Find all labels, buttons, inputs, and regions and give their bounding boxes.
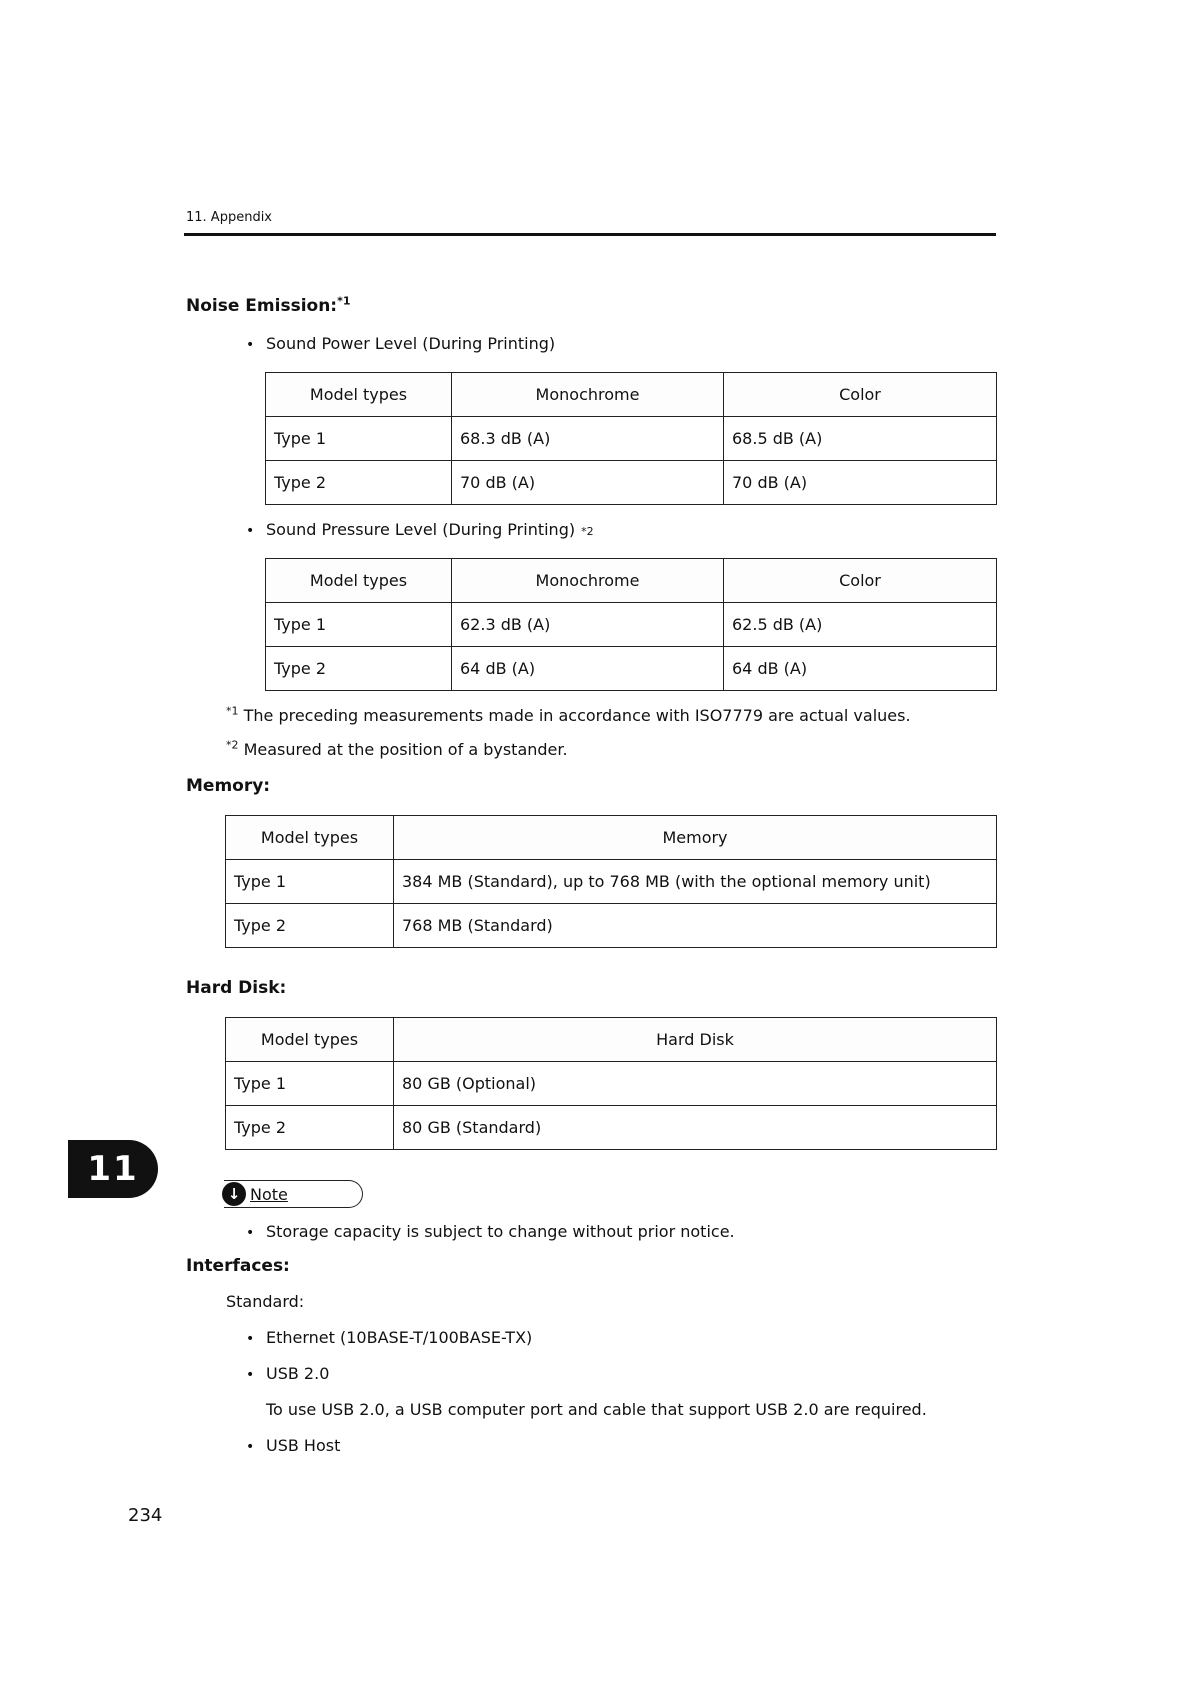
footnote-text: The preceding measurements made in accordance with ISO7779 are actual values. xyxy=(243,706,911,725)
bullet-icon: • xyxy=(246,337,255,353)
noise-heading xyxy=(186,296,351,316)
table-header-cell: Model types xyxy=(266,373,452,417)
table-cell: Type 1 xyxy=(266,603,452,647)
table-header-cell: Color xyxy=(724,559,997,603)
table-cell: 70 dB (A) xyxy=(724,461,997,505)
table-cell: Type 2 xyxy=(266,461,452,505)
table-row xyxy=(226,904,997,948)
table-cell: 64 dB (A) xyxy=(452,647,724,691)
note-badge xyxy=(224,1180,363,1208)
table-cell: 80 GB (Standard) xyxy=(394,1106,997,1150)
table-cell: Type 1 xyxy=(226,1062,394,1106)
table-header-cell: Model types xyxy=(226,1018,394,1062)
table-cell: 80 GB (Optional) xyxy=(394,1062,997,1106)
memory-table xyxy=(225,815,997,948)
footnote-text: Measured at the position of a bystander. xyxy=(243,740,568,759)
table-header-cell: Color xyxy=(724,373,997,417)
table-header-row xyxy=(266,559,997,603)
table-cell: Type 1 xyxy=(226,860,394,904)
table-header-cell: Model types xyxy=(266,559,452,603)
chapter-tab: 11 xyxy=(68,1140,158,1198)
bullet-icon: • xyxy=(246,523,255,539)
table-header-row xyxy=(226,1018,997,1062)
table-cell: Type 2 xyxy=(266,647,452,691)
table-row xyxy=(226,1106,997,1150)
interfaces-subheading: Standard: xyxy=(226,1292,305,1311)
footnote-mark: *1 xyxy=(226,704,239,718)
table-row xyxy=(226,860,997,904)
table-header-cell: Hard Disk xyxy=(394,1018,997,1062)
footnote xyxy=(226,706,911,725)
table-cell: Type 2 xyxy=(226,904,394,948)
table-header-row xyxy=(266,373,997,417)
table-row xyxy=(266,461,997,505)
table-cell: Type 1 xyxy=(266,417,452,461)
noise-heading-ref: *1 xyxy=(337,294,351,308)
memory-heading: Memory: xyxy=(186,776,271,796)
table-cell: 62.5 dB (A) xyxy=(724,603,997,647)
table-cell: Type 2 xyxy=(226,1106,394,1150)
header-rule xyxy=(184,233,996,236)
table-header-cell: Memory xyxy=(394,816,997,860)
list-item xyxy=(246,1222,735,1241)
table-cell: 384 MB (Standard), up to 768 MB (with the optional memory unit) xyxy=(394,860,997,904)
list-item xyxy=(246,1436,340,1455)
bullet-icon: • xyxy=(246,1331,255,1347)
table-row xyxy=(266,603,997,647)
bullet-icon: • xyxy=(246,1439,255,1455)
table-header-cell: Monochrome xyxy=(452,373,724,417)
table-header-cell: Model types xyxy=(226,816,394,860)
interface-item: USB Host xyxy=(266,1436,341,1455)
note-label: Note xyxy=(250,1184,288,1204)
interface-item: USB 2.0 xyxy=(266,1364,330,1383)
table-row xyxy=(266,647,997,691)
list-item xyxy=(246,1328,532,1347)
sound-power-table xyxy=(265,372,997,505)
bullet-icon: • xyxy=(246,1367,255,1383)
note-arrow-icon: ↓ xyxy=(222,1182,246,1206)
table-header-cell: Monochrome xyxy=(452,559,724,603)
list-item xyxy=(246,334,555,353)
running-header: 11. Appendix xyxy=(186,210,272,225)
usb-requirement-text: To use USB 2.0, a USB computer port and cable that support USB 2.0 are required. xyxy=(266,1400,927,1419)
table-header-row xyxy=(226,816,997,860)
footnote xyxy=(226,740,568,759)
table-cell: 70 dB (A) xyxy=(452,461,724,505)
interface-item: Ethernet (10BASE-T/100BASE-TX) xyxy=(266,1328,533,1347)
interfaces-heading: Interfaces: xyxy=(186,1256,290,1276)
footnote-mark: *2 xyxy=(226,738,239,752)
list-item xyxy=(246,1364,329,1383)
sound-power-label: Sound Power Level (During Printing) xyxy=(266,334,556,353)
noise-heading-text: Noise Emission: xyxy=(186,296,338,316)
table-cell: 62.3 dB (A) xyxy=(452,603,724,647)
table-row xyxy=(226,1062,997,1106)
hard-disk-table xyxy=(225,1017,997,1150)
table-cell: 64 dB (A) xyxy=(724,647,997,691)
list-item: • Sound Pressure Level (During Printing) *2 xyxy=(246,520,594,539)
bullet-icon: • xyxy=(246,1225,255,1241)
sound-pressure-table xyxy=(265,558,997,691)
hard-disk-heading: Hard Disk: xyxy=(186,978,287,998)
table-cell: 68.3 dB (A) xyxy=(452,417,724,461)
sound-pressure-label: Sound Pressure Level (During Printing) xyxy=(266,520,576,539)
page-number: 234 xyxy=(128,1505,163,1526)
table-cell: 768 MB (Standard) xyxy=(394,904,997,948)
table-row xyxy=(266,417,997,461)
table-cell: 68.5 dB (A) xyxy=(724,417,997,461)
note-item: Storage capacity is subject to change without prior notice. xyxy=(266,1222,735,1241)
